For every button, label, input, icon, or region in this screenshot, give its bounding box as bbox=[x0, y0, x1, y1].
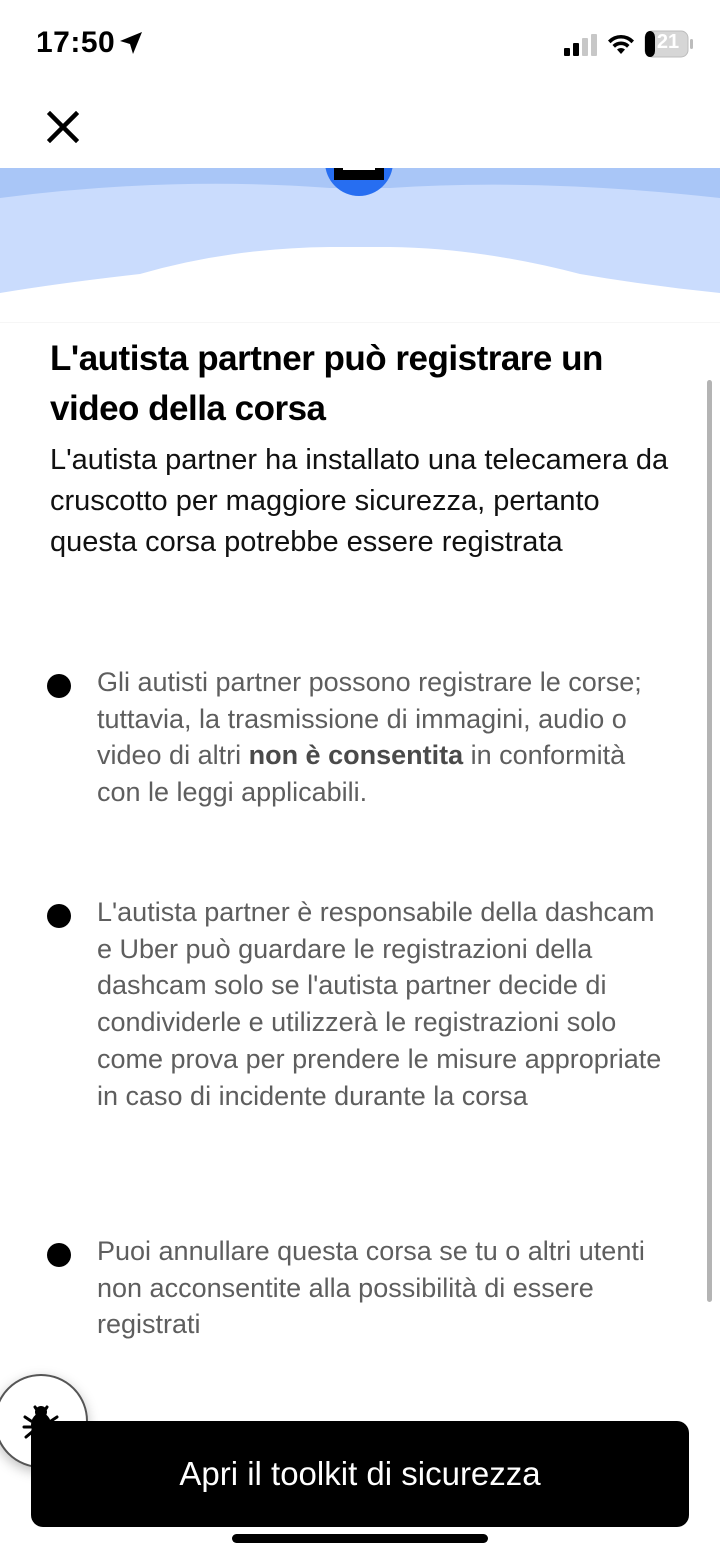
page-title: L'autista partner può registrare un video della corsa bbox=[50, 339, 603, 428]
close-button[interactable] bbox=[36, 100, 90, 154]
list-item-bold-text: non è consentita bbox=[248, 740, 464, 771]
status-time: 17:50 bbox=[36, 26, 116, 59]
bullet-dot bbox=[47, 1243, 71, 1267]
page-subtitle: L'autista partner ha installato una telecamera da cruscotto per maggiore sicurezza, pertanto questa corsa potrebbe essere registrata bbox=[50, 444, 669, 558]
list-item-text: Gli autisti partner possono registrare le corse; tuttavia, la trasmissione di immagini, audio o video di altri non è consentita in conformità con le leggi applicabili. bbox=[97, 667, 642, 808]
home-indicator[interactable] bbox=[232, 1534, 488, 1543]
bullet-dot bbox=[47, 674, 71, 698]
wifi-icon bbox=[606, 32, 636, 56]
cellular-signal-icon bbox=[564, 34, 598, 56]
list-item-text: L'autista partner è responsabile della dashcam e Uber può guardare le registrazioni della dashcam solo se l'autista partner decide di condividerle e utilizzerà le registrazioni solo come prova per prendere le misure appropriate in caso di incidente durante la corsa bbox=[97, 897, 662, 1111]
bullet-dot bbox=[47, 904, 71, 928]
open-safety-toolkit-button[interactable]: Apri il toolkit di sicurezza bbox=[31, 1421, 689, 1527]
list-item-text: Puoi annullare questa corsa se tu o altri utenti non acconsentite alla possibilità di essere registrati bbox=[97, 1236, 645, 1340]
close-icon bbox=[47, 111, 79, 143]
battery-level: 21 bbox=[656, 31, 680, 53]
status-bar bbox=[0, 0, 720, 90]
location-arrow-icon bbox=[118, 30, 144, 56]
dashcam-illustration bbox=[0, 168, 720, 323]
scrollbar[interactable] bbox=[707, 380, 712, 1302]
